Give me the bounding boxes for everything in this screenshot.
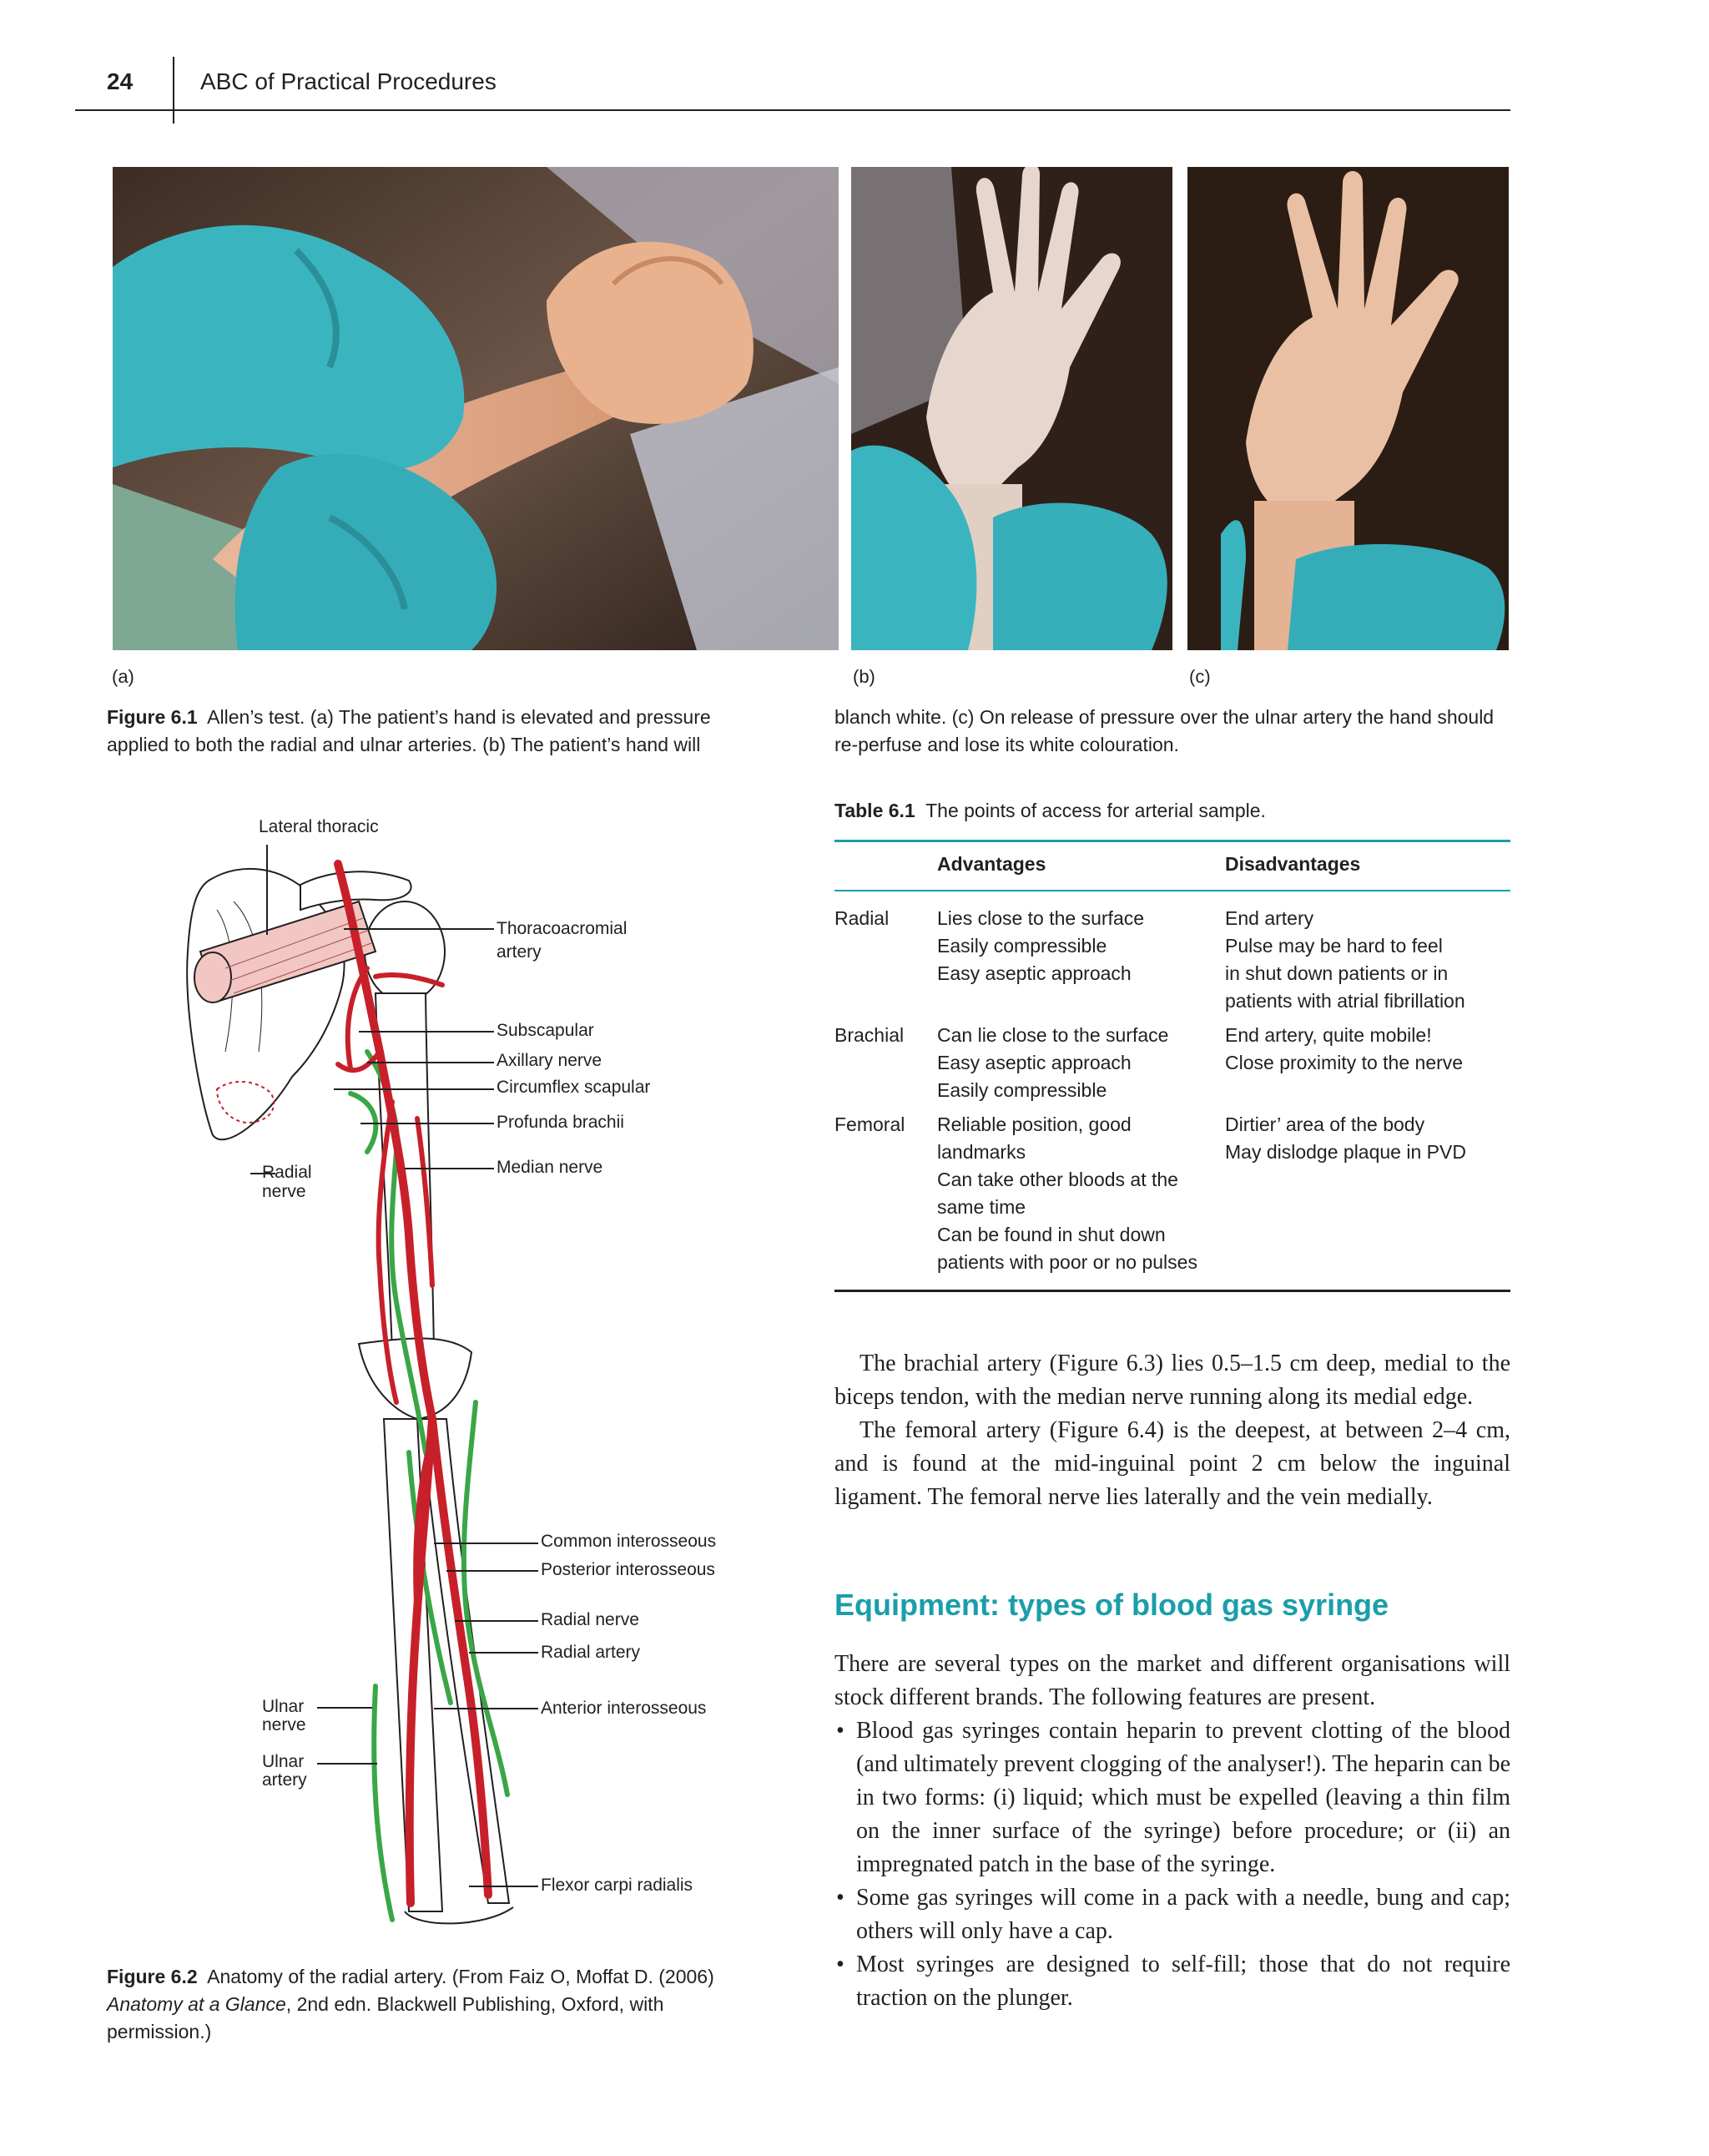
label-radial-nerve-left-1: Radial [262, 1163, 312, 1182]
disadvantage-line: Pulse may be hard to feel [1225, 935, 1443, 957]
figure-6-1-caption-right: blanch white. (c) On release of pressure over the ulnar artery the hand should re-perfuse and lose its white colouration. [834, 706, 1495, 755]
page-number: 24 [107, 68, 134, 94]
list-item-text: Blood gas syringes contain heparin to prevent clotting of the blood (and ultimately prevent clogging of the analyser!). The heparin can be in two forms: (i) liquid; which must be expelled (leaving a thin film on the inner surface of the syringe) before procedure; or (ii) an impregnated patch in the base of the syringe. [856, 1718, 1510, 1877]
advantage-line: Lies close to the surface [937, 907, 1145, 929]
disadvantage-line: End artery, quite mobile! [1225, 1024, 1432, 1046]
panel-label-b: (b) [853, 666, 875, 687]
paragraph-brachial-artery: The brachial artery (Figure 6.3) lies 0.5–1.5 cm deep, medial to the biceps tendon, with the median nerve running along its medial edge. [834, 1351, 1510, 1410]
table-header-disadvantages: Disadvantages [1225, 853, 1361, 875]
figure-6-1-label: Figure 6.1 [107, 706, 198, 728]
table-6-1-label: Table 6.1 [834, 800, 915, 821]
panel-label-c: (c) [1189, 666, 1211, 687]
table-cell-disadvantages [1225, 1111, 1510, 1276]
table-cell-site: Femoral [834, 1113, 905, 1135]
access-table [834, 842, 1510, 890]
advantage-line: Easy aseptic approach [937, 1052, 1132, 1073]
disadvantage-line: End artery [1225, 907, 1314, 929]
label-median-nerve: Median nerve [497, 1158, 603, 1177]
label-ulnar-nerve-1: Ulnar [262, 1697, 305, 1716]
table-cell-site: Brachial [834, 1024, 905, 1046]
table-header-site [834, 842, 937, 890]
table-row-brachial [834, 1022, 1510, 1104]
label-subscapular: Subscapular [497, 1021, 594, 1040]
bullet-mark: • [836, 1718, 844, 1744]
table-header-rule [834, 890, 1510, 891]
label-flexor-carpi-radialis: Flexor carpi radialis [541, 1876, 693, 1895]
label-ulnar-nerve-2: nerve [262, 1715, 306, 1734]
table-cell-disadvantages [1225, 1022, 1510, 1104]
table-header-row [834, 842, 1510, 890]
feature-list [834, 1714, 1510, 2015]
label-thoracoacromial-1: Thoracoacromial [497, 919, 628, 938]
disadvantage-line: Dirtier’ area of the body [1225, 1113, 1425, 1135]
table-row-femoral [834, 1111, 1510, 1276]
table-row-radial [834, 905, 1510, 1015]
label-posterior-interosseous: Posterior interosseous [541, 1560, 715, 1579]
body-equipment-section [834, 1648, 1510, 2015]
list-item [834, 1948, 1510, 2015]
label-profunda-brachii: Profunda brachii [497, 1113, 624, 1132]
label-ulnar-artery-1: Ulnar [262, 1752, 305, 1771]
advantage-line: Easily compressible [937, 935, 1107, 957]
table-cell-advantages [937, 1111, 1225, 1276]
label-common-interosseous: Common interosseous [541, 1532, 717, 1551]
figure-6-1-caption-text-left: Allen’s test. (a) The patient’s hand is elevated and pressure applied to both the radial and ulnar arteries. (b) The patient’s hand will [107, 706, 711, 755]
table-cell-advantages [937, 1022, 1225, 1104]
label-axillary-nerve: Axillary nerve [497, 1051, 602, 1070]
access-table-body [834, 905, 1510, 1276]
list-item-text: Most syringes are designed to self-fill; those that do not require traction on the plunger. [856, 1952, 1510, 2011]
advantage-line: Reliable position, good [937, 1113, 1132, 1135]
photo-allens-test-b [851, 167, 1172, 650]
advantage-line: Easily compressible [937, 1079, 1107, 1101]
body-paragraphs-top [834, 1347, 1510, 1514]
advantage-line: same time [937, 1196, 1026, 1218]
disadvantage-line: in shut down patients or in [1225, 962, 1449, 984]
table-6-1-caption-text: The points of access for arterial sample. [925, 800, 1266, 821]
label-circumflex-scapular: Circumflex scapular [497, 1078, 651, 1097]
paragraph-femoral-artery: The femoral artery (Figure 6.4) is the deepest, at between 2–4 cm, and is found at the mid-inguinal point 2 cm below the inguinal ligament. The femoral nerve lies laterally and the vein medially. [834, 1417, 1510, 1510]
disadvantage-line: Close proximity to the nerve [1225, 1052, 1464, 1073]
advantage-line: Can be found in shut down [937, 1224, 1166, 1245]
table-cell-disadvantages [1225, 905, 1510, 1015]
bullet-mark: • [836, 1952, 844, 1977]
running-title: ABC of Practical Procedures [200, 68, 497, 94]
label-lateral-thoracic: Lateral thoracic [259, 817, 379, 836]
advantage-line: Can lie close to the surface [937, 1024, 1169, 1046]
photo-allens-test-c [1187, 167, 1509, 650]
advantage-line: patients with poor or no pulses [937, 1251, 1197, 1273]
figure-6-2-label: Figure 6.2 [107, 1966, 198, 1987]
advantage-line: Can take other bloods at the [937, 1169, 1178, 1190]
list-item-text: Some gas syringes will come in a pack with a needle, bung and cap; others will only have a cap. [856, 1885, 1510, 1944]
figure-6-2-caption-line3: permission.) [107, 2021, 212, 2042]
table-6-1 [834, 797, 1510, 1292]
table-bottom-rule [834, 1290, 1510, 1292]
figure-6-2-caption [107, 1963, 774, 2046]
photo-allens-test-a [113, 167, 839, 650]
disadvantage-line: May dislodge plaque in PVD [1225, 1141, 1466, 1163]
table-6-1-caption [834, 797, 1510, 825]
figure-6-2-anatomy [167, 801, 801, 1936]
section-heading: Equipment: types of blood gas syringe [834, 1588, 1389, 1622]
bullet-mark: • [836, 1885, 844, 1911]
figure-6-1-caption-left [107, 704, 741, 759]
list-item [834, 1714, 1510, 1881]
panel-label-a: (a) [112, 666, 134, 687]
figure-6-2-caption-line1: Anatomy of the radial artery. (From Faiz O, Moffat D. (2006) [207, 1966, 714, 1987]
table-header-advantages: Advantages [937, 853, 1046, 875]
advantage-line: Easy aseptic approach [937, 962, 1132, 984]
disadvantage-line: patients with atrial fibrillation [1225, 990, 1465, 1012]
table-cell-site: Radial [834, 907, 890, 929]
figure-6-2-caption-line2: , 2nd edn. Blackwell Publishing, Oxford, with [285, 1993, 664, 2015]
table-cell-advantages [937, 905, 1225, 1015]
label-anterior-interosseous: Anterior interosseous [541, 1699, 707, 1718]
paragraph-equipment-intro: There are several types on the market and different organisations will stock different brands. The following features are present. [834, 1651, 1510, 1710]
list-item [834, 1881, 1510, 1948]
advantage-line: landmarks [937, 1141, 1026, 1163]
label-radial-artery: Radial artery [541, 1643, 641, 1662]
figure-6-2-caption-book-title: Anatomy at a Glance [107, 1993, 286, 2015]
header-rule [75, 109, 1510, 111]
label-radial-nerve-left-2: nerve [262, 1182, 306, 1201]
label-radial-nerve: Radial nerve [541, 1610, 639, 1629]
label-thoracoacromial-2: artery [497, 942, 542, 962]
label-ulnar-artery-2: artery [262, 1770, 307, 1790]
header-divider [173, 57, 174, 124]
